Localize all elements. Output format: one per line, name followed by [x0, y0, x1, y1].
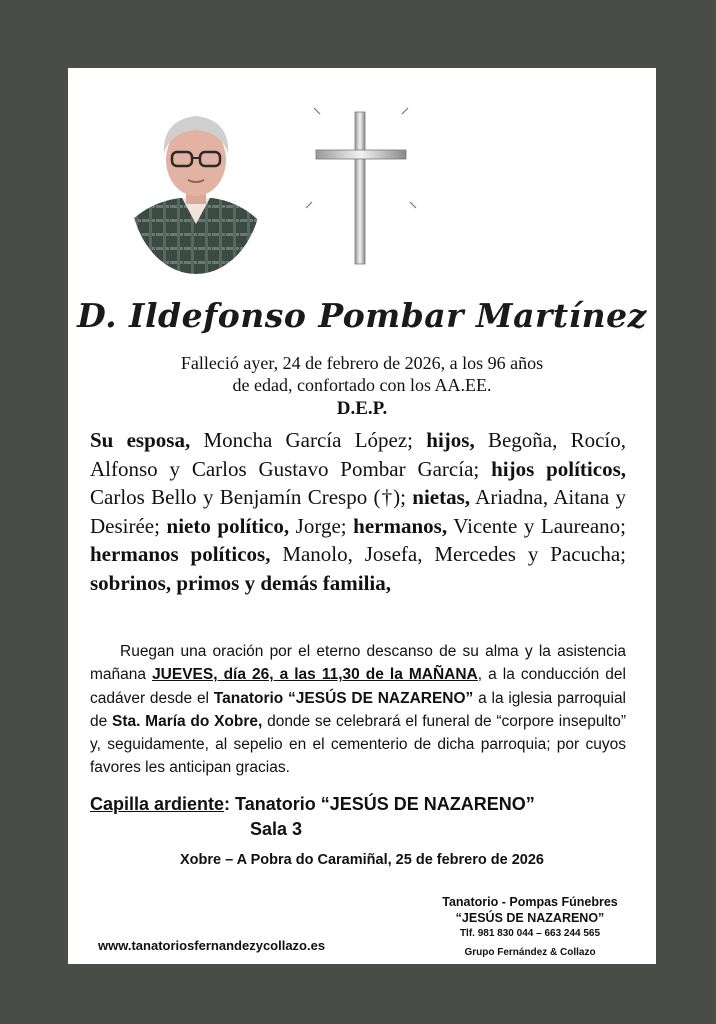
siblings-in-law-names: Manolo, Josefa, Mercedes y Pacucha;	[270, 542, 626, 567]
death-notice-line-2: de edad, confortado con los AA.EE.	[232, 375, 492, 395]
children-label: hijos,	[426, 428, 475, 452]
prayer-text-3: a la iglesia parroquial de	[90, 689, 627, 730]
grandson-in-law-label: nieto político,	[166, 513, 290, 538]
company-info	[420, 894, 640, 964]
company-phone: Tlf. 981 830 044 – 663 244 565	[459, 928, 601, 939]
ceremony-time: JUEVES, día 26, a las 11,30 de la MAÑANA	[152, 666, 478, 684]
children-in-law-names: Carlos Bello y Benjamín Crespo (†);	[90, 485, 413, 510]
siblings-in-law-label: hermanos políticos,	[90, 542, 271, 567]
company-line-1: Tanatorio - Pompas Fúnebres	[442, 895, 618, 909]
granddaughters-names: Ariadna, Aitana y Desirée;	[90, 485, 627, 538]
siblings-label: hermanos,	[353, 513, 448, 538]
children-names: Begoña, Rocío, Alfonso y Carlos Gustavo Pombar García;	[90, 428, 627, 481]
siblings-names: Vicente y Laureano;	[447, 513, 626, 538]
company-group: Grupo Fernández & Collazo	[464, 947, 596, 958]
chapel-label: Capilla ardiente	[90, 794, 225, 814]
deceased-name: D. Ildefonso Pombar Martínez	[77, 296, 647, 335]
prayer-text-1: Ruegan una oración por el eterno descanso de su alma y la asistencia mañana	[90, 643, 626, 684]
prayer-request	[90, 640, 626, 780]
chapel-room: Sala 3	[250, 819, 303, 839]
prayer-text-4: donde se celebrará el funeral de “corpore insepulto” y, seguidamente, al sepelio en el cementerio de dicha parroquia; por cuyos favores les anticipan gracias.	[90, 712, 626, 777]
spouse-names: Moncha García López;	[190, 428, 427, 452]
grandson-in-law-names: Jorge;	[289, 513, 354, 538]
obituary-card	[68, 68, 656, 964]
spouse-label: Su esposa,	[90, 428, 191, 452]
place-date: Xobre – A Pobra do Caramiñal, 25 de febrero de 2026	[180, 852, 544, 868]
website-link[interactable]: www.tanatoriosfernandezycollazo.es	[98, 938, 326, 953]
prayer-text-2: , a la conducción del cadáver desde el	[90, 666, 626, 707]
chapel-colon: :	[224, 794, 231, 814]
chapel-place: Tanatorio “JESÚS DE NAZARENO”	[230, 794, 535, 814]
funeral-home-name: Tanatorio “JESÚS DE NAZARENO”	[213, 689, 474, 707]
other-relatives-label: sobrinos, primos y demás familia,	[90, 570, 392, 595]
family-list	[90, 426, 626, 598]
granddaughters-label: nietas,	[412, 485, 471, 510]
cross-icon	[298, 98, 424, 272]
rest-in-peace: D.E.P.	[336, 398, 388, 419]
company-line-2: “JESÚS DE NAZARENO”	[455, 911, 605, 925]
portrait-photo	[130, 102, 262, 274]
death-notice	[68, 352, 656, 396]
chapel-info	[90, 792, 630, 842]
children-in-law-label: hijos políticos,	[491, 456, 626, 481]
church-name: Sta. María do Xobre,	[112, 712, 263, 730]
death-notice-line-1: Falleció ayer, 24 de febrero de 2026, a los 96 años	[180, 353, 544, 373]
